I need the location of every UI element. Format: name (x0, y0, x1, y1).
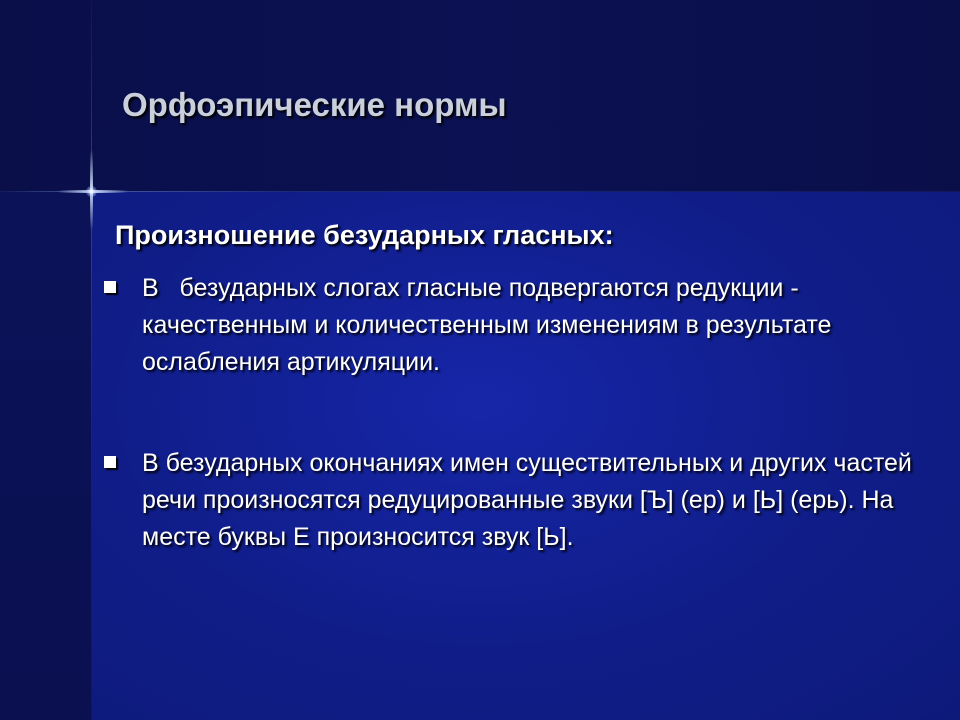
slide-title: Орфоэпические нормы (122, 86, 507, 123)
bullet-list (100, 270, 920, 556)
bullet-item (100, 270, 920, 381)
bullet-text: В безударных слогах гласные подвергаются редукции - качественным и количественным изменениям в результате ослабления артикуляции. (142, 274, 839, 376)
slide-subtitle: Произношение безударных гласных: (115, 220, 614, 250)
square-bullet-icon (104, 456, 116, 468)
vertical-divider (91, 0, 92, 720)
sparkle-decoration-center (86, 186, 97, 197)
square-bullet-icon (104, 281, 116, 293)
horizontal-divider (0, 191, 960, 192)
slide-left-band (0, 192, 92, 720)
bullet-item (100, 445, 920, 556)
bullet-text: В безударных окончаниях имен существительных и других частей речи произносятся редуцированные звуки [Ъ] (ер) и [Ь] (ерь). На месте буквы Е произносится звук [Ь]. (142, 449, 919, 551)
